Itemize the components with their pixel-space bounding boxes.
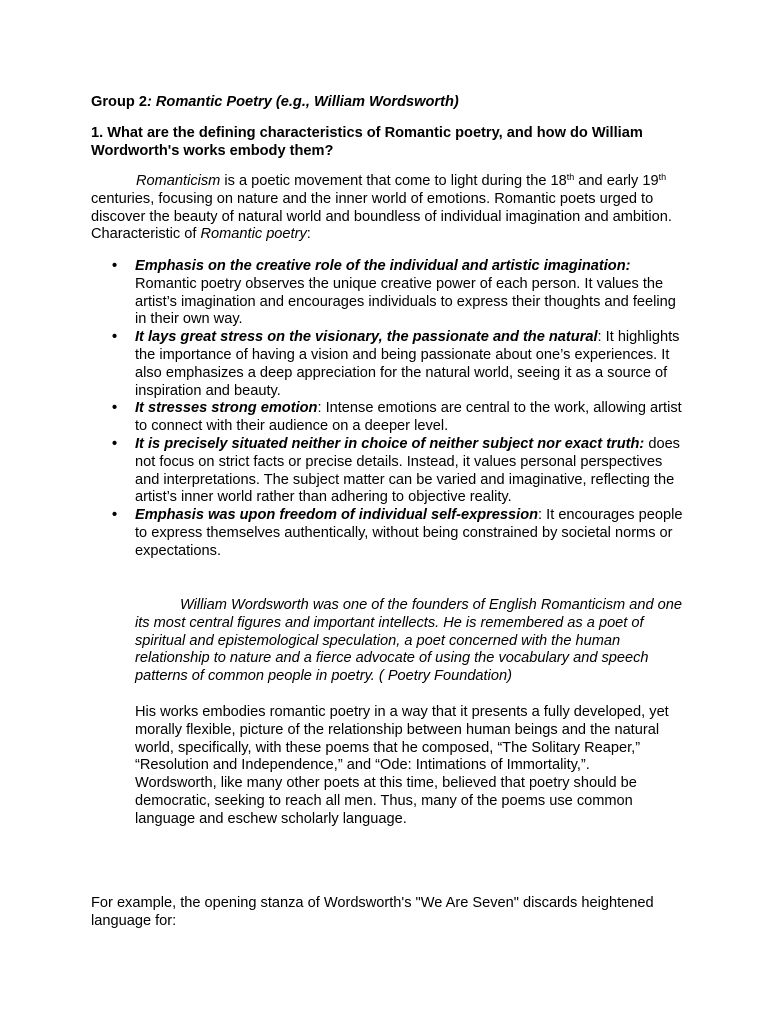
- bullet-icon: •: [112, 329, 118, 346]
- list-item: [112, 258, 685, 329]
- intro-text-1: is a poetic movement that come to light during the 18: [220, 173, 567, 189]
- group-heading: [91, 94, 691, 112]
- intro-paragraph: [91, 173, 683, 244]
- characteristic-title: Emphasis on the creative role of the individual and artistic imagination:: [135, 258, 631, 274]
- characteristic-text: : It highlights the importance of having a vision and being passionate about one’s experiences. It also emphasizes a deep appreciation for the natural world, seeing it as a source of inspiration and beauty.: [135, 329, 680, 399]
- characteristic-title: It is precisely situated neither in choice of neither subject nor exact truth:: [135, 435, 645, 452]
- list-item: [112, 435, 685, 507]
- question-heading: 1. What are the defining characteristics of Romantic poetry, and how do William Wordworth's works embody them?: [91, 125, 643, 159]
- group-topic: : Romantic Poetry (e.g., William Wordsworth): [146, 94, 459, 110]
- works-paragraph: His works embodies romantic poetry in a way that it presents a fully developed, yet morally flexible, picture of the relationship between human beings and the natural world, specifically, with these poems that he composed, “The Solitary Reaper,” “Resolution and Independence,” and “Ode: Intimations of Immortality,”. Wordsworth, like many other poets at this time, believed that poetry should be democratic, seeking to reach all men. Thus, many of the poems use common language and eschew scholarly language.: [135, 704, 669, 827]
- characteristic-text: does not focus on strict facts or precise details. Instead, it values personal perspectives and interpretations. The subject matter can be varied and imaginative, reflecting the artist’s inner world rather than adhering to objective reality.: [135, 435, 680, 506]
- bullet-icon: •: [112, 507, 118, 524]
- intro-term-2: Romantic poetry: [200, 226, 307, 243]
- intro-text-2: and early 19: [574, 173, 659, 189]
- characteristic-text: : It encourages people to express themselves authentically, without being constrained by societal norms or expectations.: [135, 507, 683, 559]
- bullet-icon: •: [112, 435, 118, 452]
- bullet-icon: •: [112, 258, 118, 274]
- characteristics-list: [112, 258, 685, 561]
- list-item: [112, 507, 685, 560]
- wordsworth-quote: William Wordsworth was one of the founders of English Romanticism and one its most central figures and important intellects. He is remembered as a poet of spiritual and epistemological speculation, a poet concerned with the human relationship to nature and a fierce advocate of using the vocabulary and speech patterns of common people in poetry. ( Poetry Foundation): [135, 597, 682, 685]
- characteristic-title: It lays great stress on the visionary, the passionate and the natural: [135, 329, 598, 346]
- intro-term: Romanticism: [136, 173, 221, 189]
- intro-sup-2: th: [658, 172, 667, 182]
- list-item: [112, 329, 685, 400]
- example-paragraph: For example, the opening stanza of Wordsworth's "We Are Seven" discards heightened language for:: [91, 895, 654, 929]
- characteristic-title: It stresses strong emotion: [135, 400, 318, 417]
- bullet-icon: •: [112, 400, 118, 417]
- characteristic-text: : Intense emotions are central to the work, allowing artist to connect with their audience on a deeper level.: [135, 400, 682, 435]
- characteristic-title: Emphasis was upon freedom of individual self-expression: [135, 507, 539, 524]
- characteristic-text: Romantic poetry observes the unique creative power of each person. It values the artist’s imagination and encourages individuals to express their thoughts and feeling in their own way.: [135, 275, 676, 328]
- intro-text-3: centuries, focusing on nature and the inner world of emotions. Romantic poets urged to discover the beauty of natural world and boundless of individual imagination and ambition. Characteristic of: [91, 190, 672, 243]
- intro-sup-1: th: [566, 172, 575, 182]
- group-label: Group 2: [91, 94, 147, 110]
- list-item: [112, 400, 685, 436]
- intro-text-4: :: [306, 226, 311, 243]
